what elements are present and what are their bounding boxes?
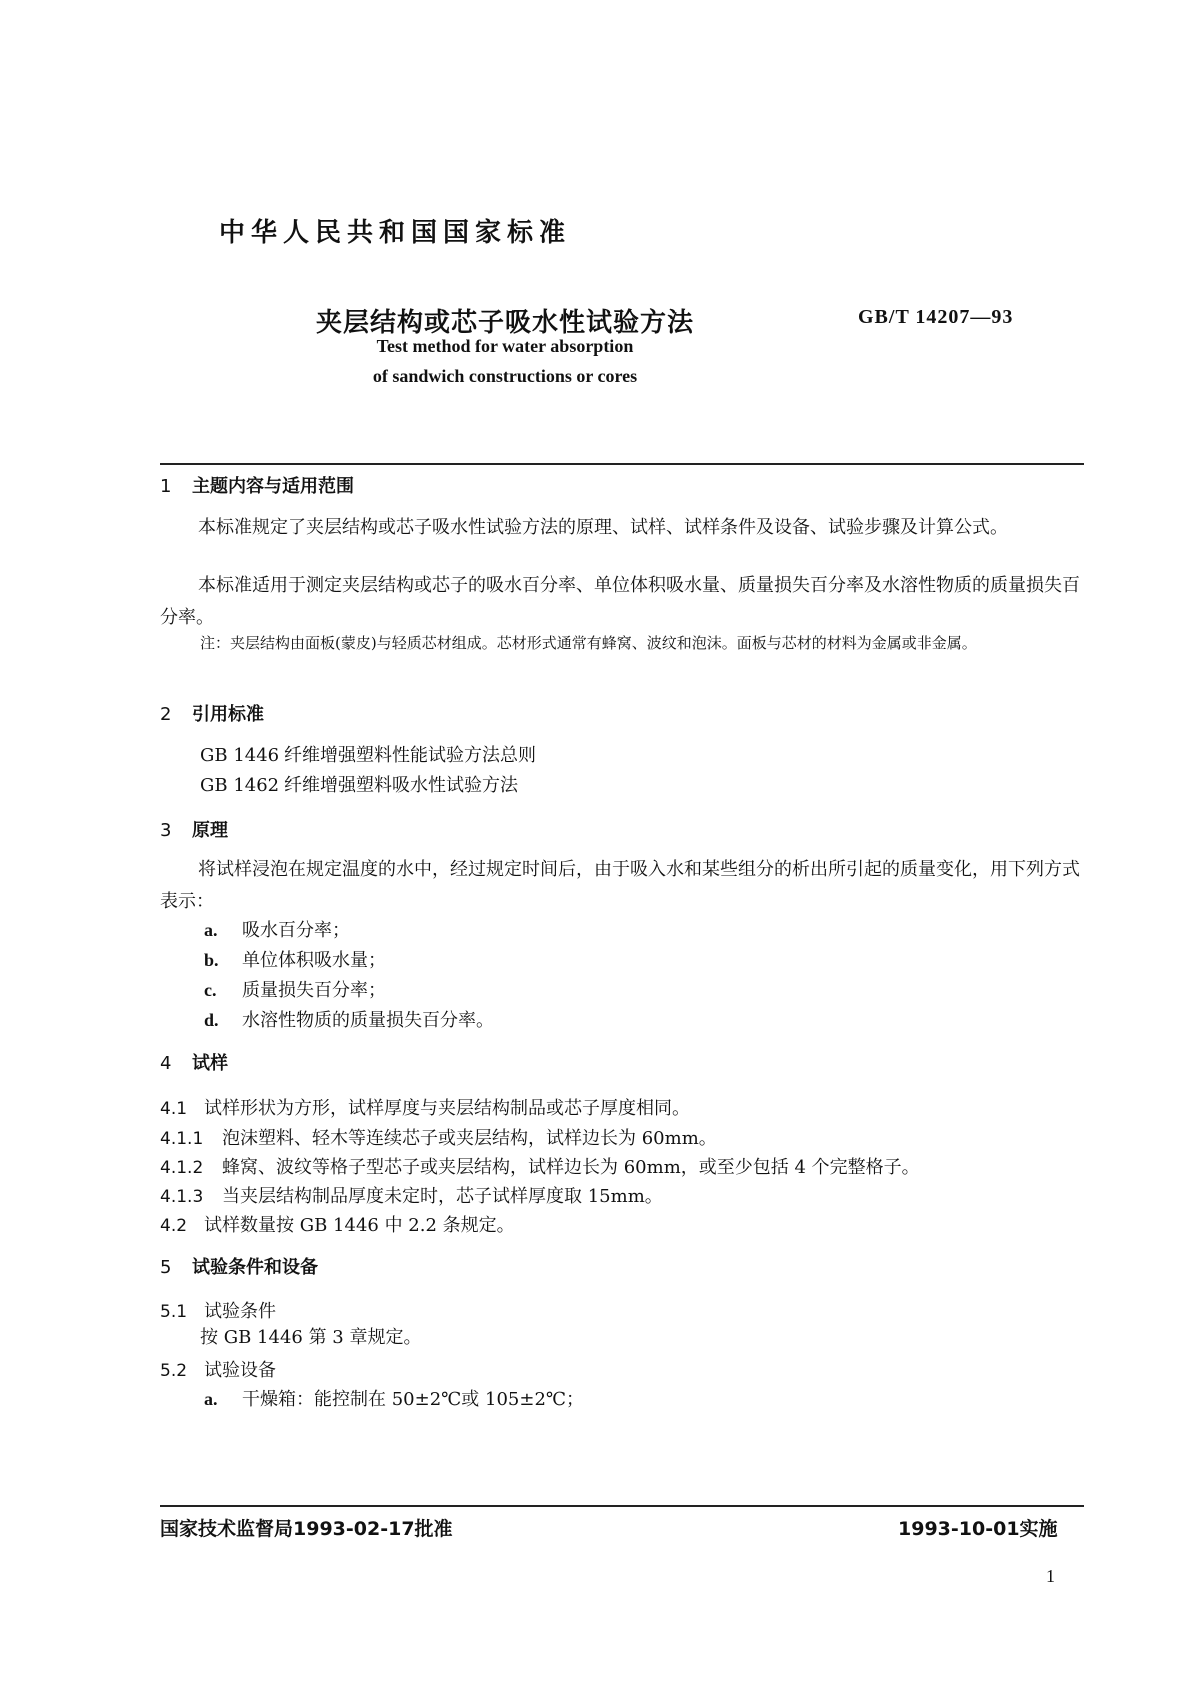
list-text: 干燥箱：能控制在 50±2℃或 105±2℃； [242,1389,585,1410]
page-number: 1 [1046,1566,1055,1586]
clause-number: 4.1.3 [160,1187,204,1207]
clause-item [160,1297,276,1323]
section-3-heading [160,816,228,842]
reference-text: 纤维增强塑料性能试验方法总则 [284,745,536,766]
standard-code: GB/T 14207—93 [858,306,1014,328]
list-text: 单位体积吸水量； [242,950,386,971]
clause-item [160,1211,515,1237]
approval-date: 国家技术监督局1993-02-17批准 [160,1518,453,1540]
reference-item [200,741,536,767]
clause-item [160,1182,663,1208]
clause-number: 4.1.1 [160,1129,204,1149]
section-number: 5 [160,1257,172,1278]
section-number: 1 [160,476,172,497]
section-1-note: 注：夹层结构由面板(蒙皮)与轻质芯材组成。芯材形式通常有蜂窝、波纹和泡沫。面板与芯材的材料为金属或非金属。 [200,634,977,652]
clause-5-1-text: 按 GB 1446 第 3 章规定。 [200,1327,422,1348]
section-1-paragraph-1: 本标准规定了夹层结构或芯子吸水性试验方法的原理、试样、试样条件及设备、试验步骤及计算公式。 [198,517,1008,538]
list-item [204,916,350,942]
clause-item [160,1124,717,1150]
list-item [204,1006,494,1032]
section-4-heading [160,1049,228,1075]
list-text: 水溶性物质的质量损失百分率。 [242,1010,494,1031]
clause-text: 试样形状为方形，试样厚度与夹层结构制品或芯子厚度相同。 [204,1098,690,1119]
clause-number: 4.2 [160,1216,188,1236]
reference-code: GB 1462 [200,775,280,796]
clause-number: 4.1 [160,1099,188,1119]
english-title-line-2: of sandwich constructions or cores [372,366,638,386]
clause-item [160,1153,920,1179]
section-title: 试验条件和设备 [192,1257,318,1278]
footer-rule [160,1505,1084,1507]
section-1-heading [160,472,354,498]
list-item [204,1385,584,1411]
reference-text: 纤维增强塑料吸水性试验方法 [284,775,518,796]
section-title: 原理 [192,820,228,841]
list-marker: a. [204,1389,218,1409]
section-1-paragraph-2: 本标准适用于测定夹层结构或芯子的吸水百分率、单位体积吸水量、质量损失百分率及水溶性物质的质量损失百分率。 [160,575,1080,628]
section-number: 4 [160,1053,172,1074]
section-number: 2 [160,704,172,725]
list-marker: b. [204,950,219,970]
list-item [204,946,386,972]
clause-number: 5.2 [160,1361,188,1381]
section-3-paragraph: 将试样浸泡在规定温度的水中，经过规定时间后，由于吸入水和某些组分的析出所引起的质量变化，用下列方式表示： [160,859,1080,912]
clause-text: 蜂窝、波纹等格子型芯子或夹层结构，试样边长为 60mm，或至少包括 4 个完整格子。 [222,1157,920,1178]
clause-text: 泡沫塑料、轻木等连续芯子或夹层结构，试样边长为 60mm。 [222,1128,717,1149]
implementation-date: 1993-10-01实施 [898,1518,1058,1540]
list-text: 质量损失百分率； [242,980,386,1001]
reference-code: GB 1446 [200,745,280,766]
clause-number: 4.1.2 [160,1158,204,1178]
section-2-heading [160,700,264,726]
document-title: 夹层结构或芯子吸水性试验方法 [316,308,695,338]
list-marker: d. [204,1010,219,1030]
list-item [204,976,386,1002]
reference-item [200,771,518,797]
section-title: 主题内容与适用范围 [192,476,354,497]
clause-text: 试样数量按 GB 1446 中 2.2 条规定。 [204,1215,515,1236]
list-marker: a. [204,920,218,940]
list-marker: c. [204,980,217,1000]
english-title-line-1: Test method for water absorption [376,336,634,356]
clause-item [160,1356,276,1382]
section-title: 引用标准 [192,704,264,725]
standard-org-title: 中华人民共和国国家标准 [218,218,571,248]
list-text: 吸水百分率； [242,920,350,941]
clause-text: 当夹层结构制品厚度未定时，芯子试样厚度取 15mm。 [222,1186,663,1207]
section-number: 3 [160,820,172,841]
header-rule [160,463,1084,465]
clause-text: 试验条件 [204,1301,276,1322]
clause-item [160,1094,690,1120]
clause-text: 试验设备 [204,1360,276,1381]
clause-number: 5.1 [160,1302,188,1322]
section-title: 试样 [192,1053,228,1074]
section-5-heading [160,1253,318,1279]
